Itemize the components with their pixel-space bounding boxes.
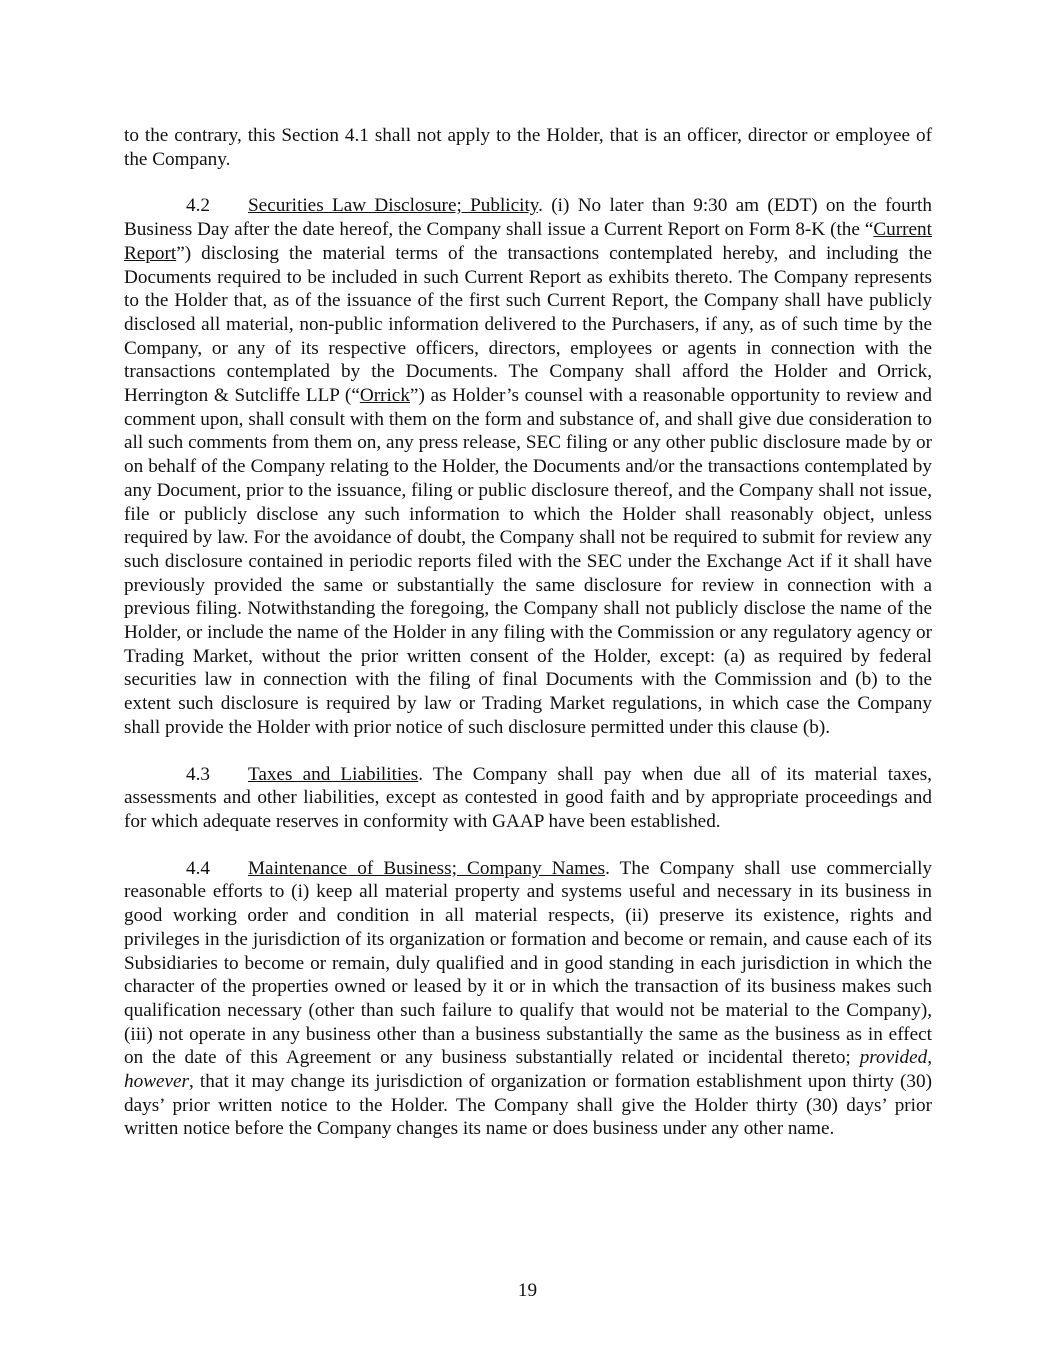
defined-term-current-report: Current Report (124, 219, 932, 264)
section-4-4-text-1: . The Company shall use commercially reasonable efforts to (i) keep all material property and systems useful and necessary in its business in good working order and condition in all material respects, (ii) preserve its existence, rights and privileges in the jurisdiction of its organization or formation and become or remain, and cause each of its Subsidiaries to become or remain, duly qualified and in good standing in each jurisdiction in which the character of the properties owned or leased by it or in which the transaction of its business makes such qualification necessary (other than such failure to qualify that would not be material to the Company), (iii) not operate in any business other than a business substantially the same as the business as in effect on the date of this Agreement or any business substantially related or incidental thereto; (124, 857, 932, 1069)
section-4-3-paragraph (124, 763, 932, 834)
defined-term-orrick: Orrick (359, 385, 410, 407)
section-4-4-text-2: , that it may change its jurisdiction of organization or formation establishment upon thirty (30) days’ prior written notice to the Holder. The Company shall give the Holder thirty (30) days’ prior written notice before the Company changes its name or does business under any other name. (124, 1071, 932, 1140)
section-4-4-paragraph (124, 857, 932, 1141)
section-4-2-paragraph (124, 194, 932, 739)
section-4-3-number: 4.3 (186, 763, 210, 785)
section-4-2-text-1: . (i) No later than 9:30 am (EDT) on the fourth Business Day after the date hereof, the Company shall issue a Current Report on Form 8-K (the “ (124, 195, 932, 241)
page-number: 19 (517, 1280, 538, 1301)
intro-text: to the contrary, this Section 4.1 shall not apply to the Holder, that is an officer, director or employee of the Company. (124, 125, 932, 170)
section-4-4-proviso: provided, however (124, 1047, 932, 1093)
section-4-2-heading: Securities Law Disclosure; Publicity (248, 195, 539, 217)
intro-paragraph (124, 124, 932, 171)
section-4-2-text-2: ”) disclosing the material terms of the transactions contemplated hereby, and including the Documents required to be included in such Current Report as exhibits thereto. The Company represents to the Holder that, as of the issuance of the first such Current Report, the Company shall have publicly disclosed all material, non-public information delivered to the Purchasers, if any, as of such time by the Company, or any of its respective officers, directors, employees or agents in connection with the transactions contemplated by the Documents. The Company shall afford the Holder and Orrick, Herrington & Sutcliffe LLP (“ (124, 242, 932, 407)
section-4-4-number: 4.4 (186, 857, 210, 879)
section-4-2-text-3: ”) as Holder’s counsel with a reasonable opportunity to review and comment upon, shall consult with them on the form and substance of, and shall give due consideration to all such comments from them on, any press release, SEC filing or any other public disclosure made by or on behalf of the Company relating to the Holder, the Documents and/or the transactions contemplated by any Document, prior to the issuance, filing or public disclosure thereof, and the Company shall not issue, file or publicly disclose any such information to which the Holder shall reasonably object, unless required by law. For the avoidance of doubt, the Company shall not be required to submit for review any such disclosure contained in periodic reports filed with the SEC under the Exchange Act if it shall have previously provided the same or substantially the same disclosure for review in connection with a previous filing. Notwithstanding the foregoing, the Company shall not publicly disclose the name of the Holder, or include the name of the Holder in any filing with the Commission or any regulatory agency or Trading Market, without the prior written consent of the Holder, except: (a) as required by federal securities law in connection with the filing of final Documents with the Commission and (b) to the extent such disclosure is required by law or Trading Market regulations, in which case the Company shall provide the Holder with prior notice of such disclosure permitted under this clause (b). (124, 385, 932, 738)
section-4-3-heading: Taxes and Liabilities (248, 763, 419, 785)
section-4-3-text-1: . The Company shall pay when due all of its material taxes, assessments and other liabilities, except as contested in good faith and by appropriate proceedings and for which adequate reserves in conformity with GAAP have been established. (124, 763, 932, 832)
section-4-2-number: 4.2 (186, 195, 210, 217)
document-page (124, 124, 932, 1164)
section-4-4-heading: Maintenance of Business; Company Names (248, 857, 606, 879)
